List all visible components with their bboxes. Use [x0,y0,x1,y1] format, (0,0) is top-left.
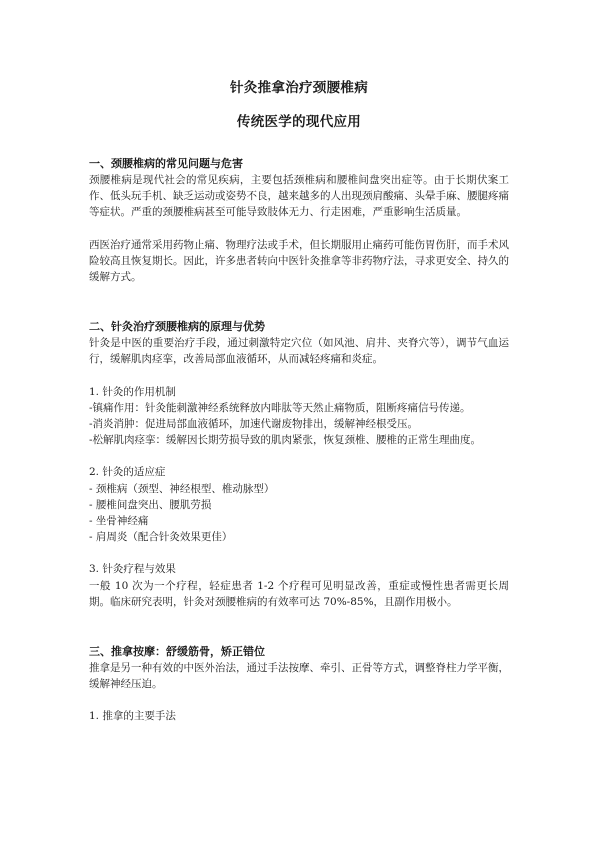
subsection-2-2-title: 2. 针灸的适应症 [89,466,166,479]
section-1-paragraph-1: 颈腰椎病是现代社会的常见疾病，主要包括颈椎病和腰椎间盘突出症等。由于长期伏案工作、低头玩手机、缺乏运动或姿势不良，越来越多的人出现颈肩酸痛、头晕手麻、腰腿疼痛等症状。严重的颈腰椎病甚至可能导致肢体无力、行走困难，严重影响生活质量。 [89,174,509,219]
section-2-heading: 二、针灸治疗颈腰椎病的原理与优势 [89,320,265,334]
list-item: -消炎消肿：促进局部血液循环，加速代谢废物排出，缓解神经根受压。 [89,418,419,431]
list-item: - 颈椎病（颈型、神经根型、椎动脉型） [89,482,275,495]
section-1-heading: 一、颈腰椎病的常见问题与危害 [89,157,243,170]
list-item: - 腰椎间盘突出、腰肌劳损 [89,498,212,511]
section-3-heading: 三、推拿按摩：舒缓筋骨，矫正错位 [89,645,265,659]
section-2-intro: 针灸是中医的重要治疗手段，通过刺激特定穴位（如风池、肩井、夹脊穴等），调节气血运行，缓解肌肉痉挛，改善局部血液循环，从而减轻疼痛和炎症。 [89,337,509,366]
document-body [89,78,509,725]
list-item: -松解肌肉痉挛：缓解因长期劳损导致的肌肉紧张，恢复颈椎、腰椎的正常生理曲度。 [89,434,482,447]
subsection-2-3-title: 3. 针灸疗程与效果 [89,563,176,576]
list-item: -镇痛作用：针灸能刺激神经系统释放内啡肽等天然止痛物质，阻断疼痛信号传递。 [89,401,471,414]
section-3-intro: 推拿是另一种有效的中医外治法，通过手法按摩、牵引、正骨等方式，调整脊柱力学平衡，缓解神经压迫。 [89,662,509,691]
list-item: - 肩周炎（配合针灸效果更佳） [89,531,233,544]
section-1-paragraph-2: 西医治疗通常采用药物止痛、物理疗法或手术，但长期服用止痛药可能伤胃伤肝，而手术风险较高且恢复期长。因此，许多患者转向中医针灸推拿等非药物疗法，寻求更安全、持久的缓解方式。 [89,238,509,284]
subsection-2-3-text: 一般 10 次为一个疗程，轻症患者 1-2 个疗程可见明显改善，重症或慢性患者需更长周期。临床研究表明，针灸对颈腰椎病的有效率可达 70%-85%，且副作用极小。 [89,579,509,608]
document-title: 针灸推拿治疗颈腰椎病 [230,80,368,96]
list-item: - 坐骨神经痛 [89,515,149,528]
document-subtitle: 传统医学的现代应用 [236,114,362,130]
subsection-2-1-title: 1. 针灸的作用机制 [89,385,176,398]
subsection-3-1-title: 1. 推拿的主要手法 [89,710,176,723]
